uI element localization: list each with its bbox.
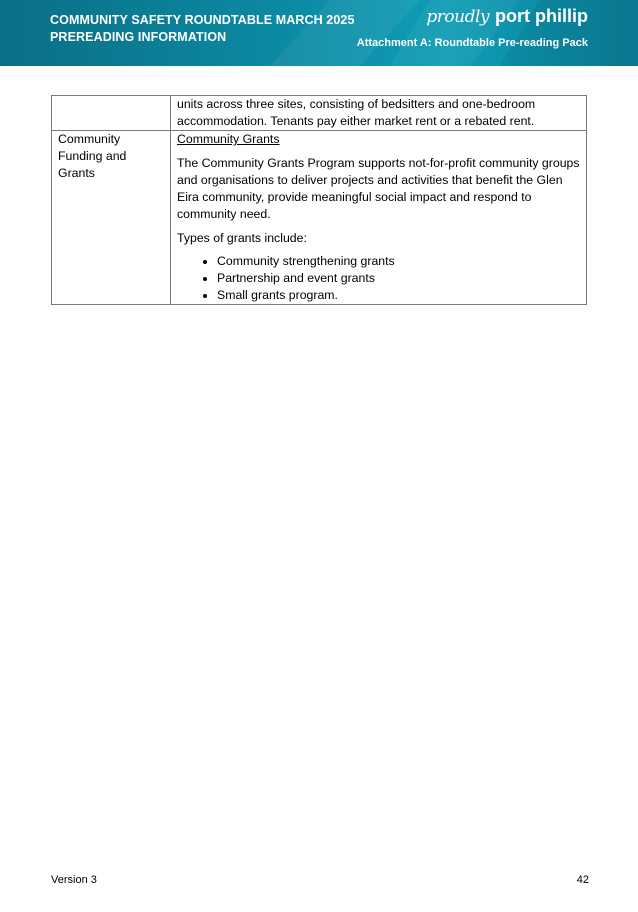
description-paragraph: [177, 155, 580, 223]
list-item: • Partnership and event grants: [217, 270, 580, 287]
title-line-1: COMMUNITY SAFETY ROUNDTABLE MARCH 2025: [50, 13, 355, 27]
footer-page-number: 42: [576, 874, 589, 886]
list-item: • Community strengthening grants: [217, 253, 580, 270]
para-line-1: The Community Grants Program supports not-for-profit community groups: [177, 156, 580, 170]
row1-details-cell: [171, 96, 587, 131]
row2-details-cell: [171, 131, 587, 305]
para-line-2: and organisations to deliver projects and activities that benefit the Glen: [177, 173, 563, 187]
category-line-1: Community: [58, 132, 121, 146]
header-banner: [0, 0, 638, 66]
title-line-2: PREREADING INFORMATION: [50, 30, 227, 44]
types-intro: Types of grants include:: [177, 231, 307, 245]
grant-types-list: [177, 253, 580, 304]
footer-version: Version 3: [51, 874, 97, 886]
para-line-3: Eira community, provide meaningful social impact and respond to: [177, 190, 532, 204]
table-row: [52, 96, 587, 131]
category-line-3: Grants: [58, 166, 95, 180]
content-table: [51, 95, 587, 305]
document-title: [50, 12, 355, 46]
row2-category-cell: [52, 131, 171, 305]
row1-category-cell: [52, 96, 171, 131]
section-heading: Community Grants: [177, 132, 280, 146]
attachment-label: Attachment A: Roundtable Pre-reading Pack: [356, 37, 588, 49]
list-item: • Small grants program.: [217, 287, 580, 304]
category-line-2: Funding and: [58, 149, 127, 163]
para-line-4: community need.: [177, 207, 271, 221]
row1-line-2: accommodation. Tenants pay either market rent or a rebated rent.: [177, 114, 535, 128]
brand-proudly: proudly: [426, 7, 490, 27]
table-row: [52, 131, 587, 305]
row1-line-1: units across three sites, consisting of bedsitters and one-bedroom: [177, 97, 536, 111]
brand-logo: [426, 6, 588, 27]
brand-port-phillip: port phillip: [495, 6, 588, 26]
